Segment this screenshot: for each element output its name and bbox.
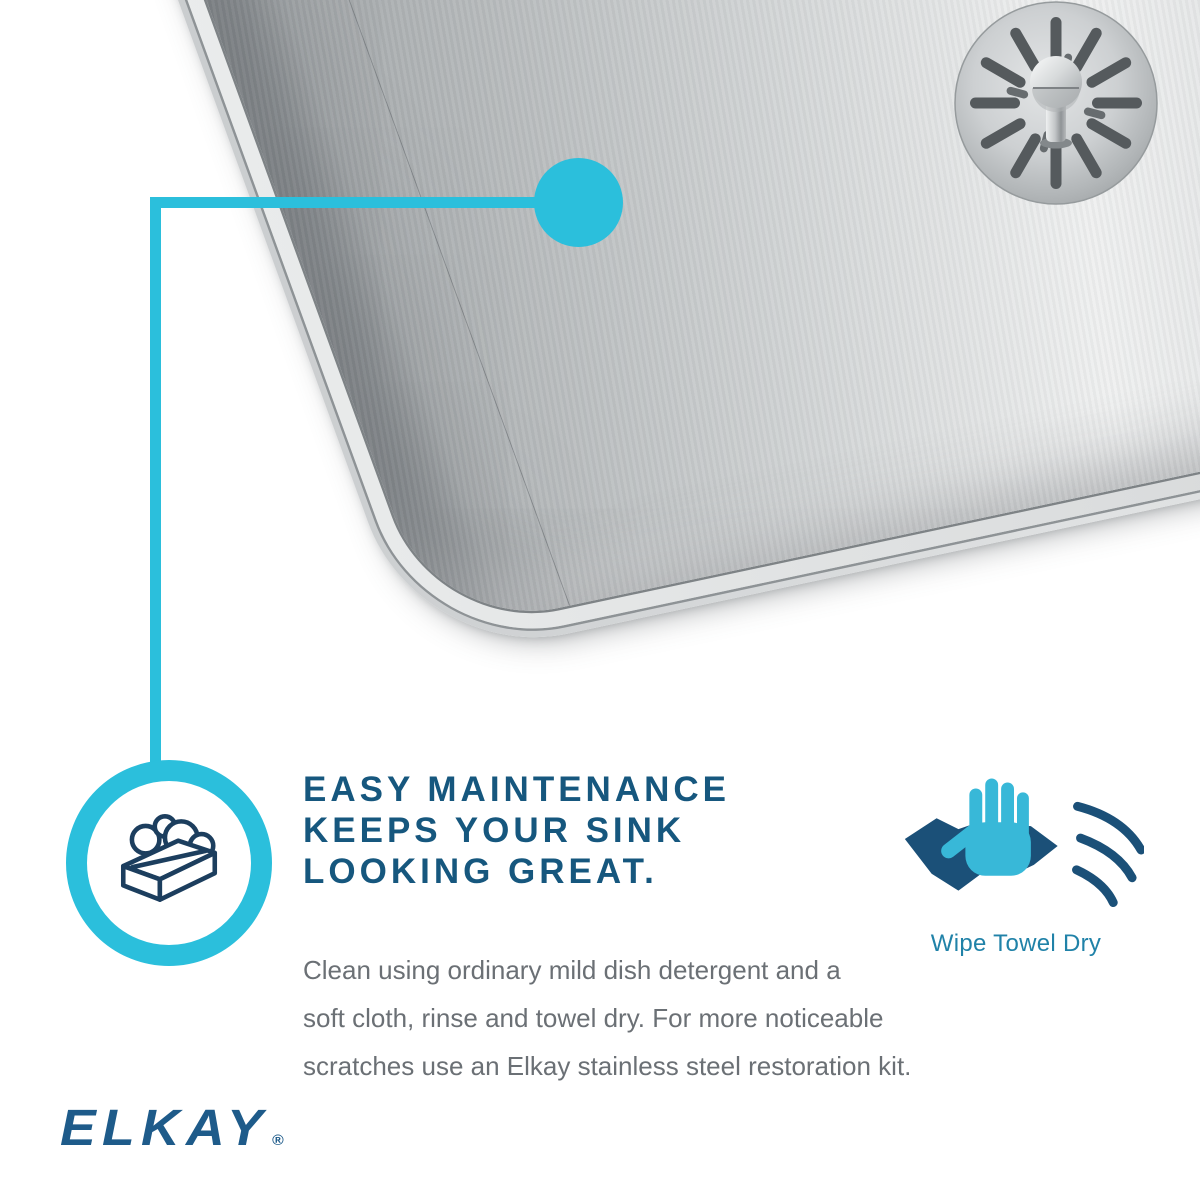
wipe-towel-dry-icon <box>886 772 1144 922</box>
callout-heading <box>303 769 730 892</box>
heading-line: KEEPS YOUR SINK <box>303 811 686 850</box>
callout-line-horizontal <box>150 197 580 208</box>
heading-line: EASY MAINTENANCE <box>303 770 731 809</box>
elkay-logo-text: ELKAY <box>60 1099 270 1156</box>
heading-line: LOOKING GREAT. <box>303 852 658 891</box>
registered-trademark-symbol: ® <box>272 1132 284 1149</box>
callout-line-vertical <box>150 197 161 763</box>
drain-icon <box>950 0 1162 212</box>
soap-circle-badge <box>66 760 272 966</box>
soap-bar-icon <box>107 799 229 921</box>
body-line: Clean using ordinary mild dish detergent and a <box>303 955 841 985</box>
elkay-logo <box>60 1098 284 1157</box>
callout-body <box>303 946 911 1090</box>
wipe-towel-dry-label: Wipe Towel Dry <box>930 930 1102 957</box>
body-line: scratches use an Elkay stainless steel restoration kit. <box>303 1051 912 1081</box>
body-line: soft cloth, rinse and towel dry. For more noticeable <box>303 1003 884 1033</box>
